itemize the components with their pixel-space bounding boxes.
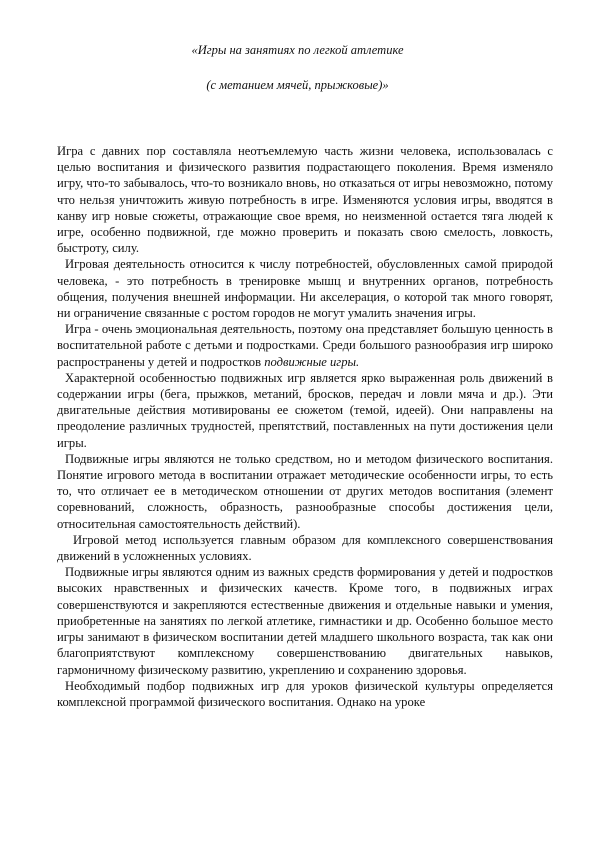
paragraph: Подвижные игры являются не только средством, но и методом физического воспитания. Понятие игрового метода в воспитании отражает методические особенности игры, то есть то, что отличает ее в методическом отношении от других методов воспитания (элемент соревнований, сложность, образность, разнообразные способы достижения цели, относительная самостоятельность действий). — [57, 451, 553, 531]
paragraph-text: Игра - очень эмоциональная деятельность, поэтому она представляет большую ценность в воспитательной работе с детьми и подростками. Среди большого разнообразия игр широко распространены у детей и подростков — [57, 322, 553, 369]
paragraph: Необходимый подбор подвижных игр для уроков физической культуры определяется комплексной программой физического воспитания. Однако на уроке — [57, 678, 553, 709]
paragraph: Характерной особенностью подвижных игр является ярко выраженная роль движений в содержании игры (бега, прыжков, метаний, бросков, передач и ловли мяча и др.). Эти двигательные действия мотивированы ее сюжетом (темой, идеей). Они направлены на преодоление различных трудностей, препятствий, поставленных на пути достижения цели игры. — [57, 370, 553, 450]
paragraph: Игровой метод используется главным образом для комплексного совершенствования движений в усложненных условиях. — [57, 532, 553, 564]
document-body — [57, 143, 553, 710]
paragraph: Подвижные игры являются одним из важных средств формирования у детей и подростков высоких нравственных и физических качеств. Кроме того, в подвижных играх совершенствуются и закрепляются естественные движения и отдельные навыки и умения, приобретенные на занятиях по легкой атлетике, гимнастики и др. Особенно большое место игры занимают в физическом воспитании детей младшего школьного возраста, так как они благоприятствуют комплексному совершенствованию двигательных навыков, гармоничному физическому развитию, укреплению и сохранению здоровья. — [57, 565, 553, 677]
paragraph: Игра с давних пор составляла неотъемлемую часть жизни человека, использовалась с целью воспитания и физического развития подрастающего поколения. Время изменяло игру, что-то забывалось, что-то возникало вновь, но отказаться от игры невозможно, потому что нельзя уничтожить живую потребность в игре. Изменяются условия игры, вводятся в канву игр новые сюжеты, отражающие свое время, но неизменной остается тяга людей к игре, особенно подвижной, где можно проверить и показать свою смелость, ловкость, быстроту, силу. — [57, 144, 553, 256]
document-subtitle: (с метанием мячей, прыжковые)» — [206, 78, 389, 92]
emphasis-text: подвижные игры. — [264, 354, 360, 369]
paragraph: Игровая деятельность относится к числу потребностей, обусловленных самой природой человека, - это потребность в тренировке мышц и внутренних органов, потребность общения, получения внешней информации. Ни акселерация, о которой так много говорят, ни ограничение связанные с ростом городов не могут умалить значения игры. — [57, 257, 553, 321]
document-title: «Игры на занятиях по легкой атлетике — [191, 43, 404, 57]
paragraph — [57, 321, 553, 370]
